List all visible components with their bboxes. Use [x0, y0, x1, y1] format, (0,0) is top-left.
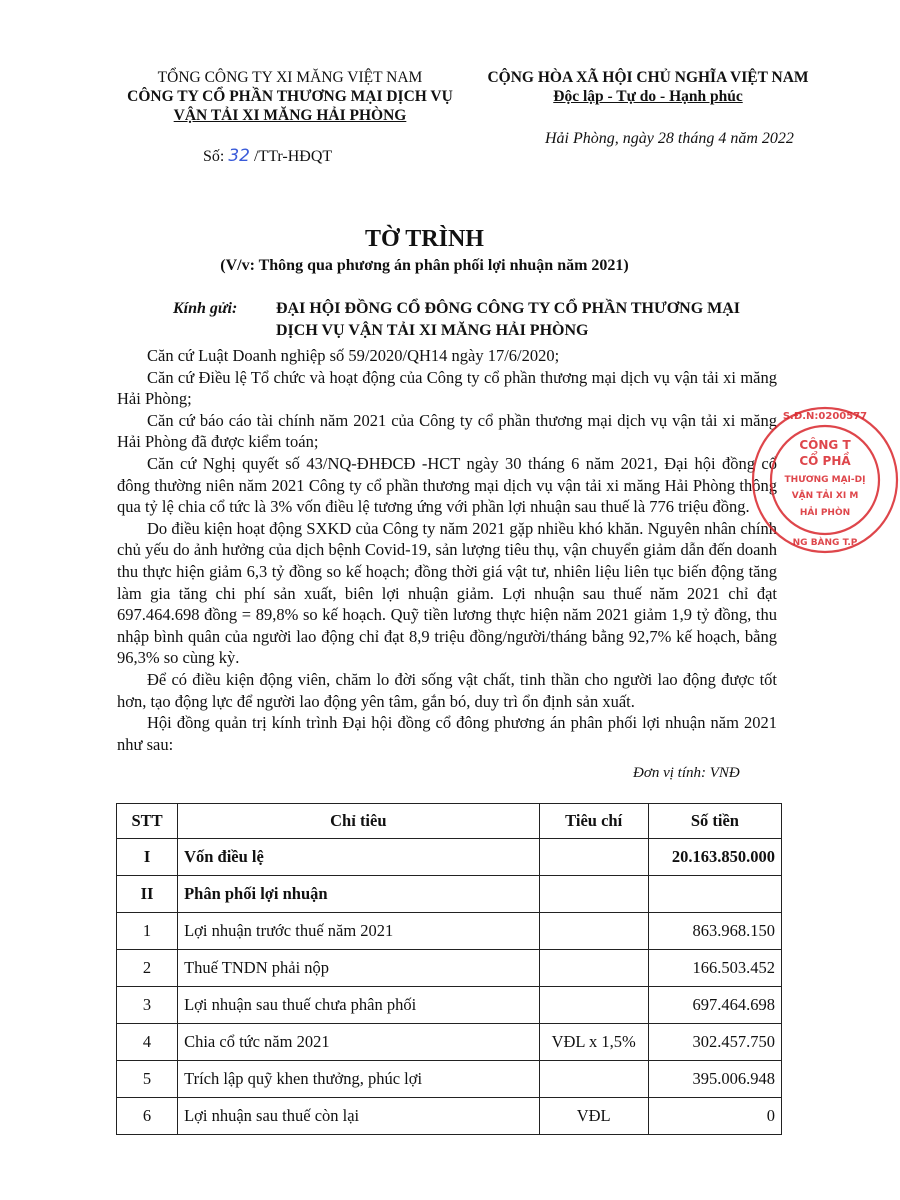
- cell-stt: 6: [117, 1098, 178, 1135]
- table-header-row: [117, 804, 782, 839]
- stamp-text: VẬN TẢI XI M: [791, 491, 859, 501]
- cell-so-tien: 20.163.850.000: [648, 839, 781, 876]
- document-number-prefix: Số:: [203, 148, 225, 165]
- cell-so-tien: 0: [648, 1098, 781, 1135]
- national-title: CỘNG HÒA XÃ HỘI CHỦ NGHĨA VIỆT NAM: [487, 69, 809, 86]
- document-subtitle: (V/v: Thông qua phương án phân phối lợi nhuận năm 2021): [220, 257, 629, 274]
- recipient-label: Kính gửi:: [173, 300, 238, 317]
- table-row: [117, 1061, 782, 1098]
- cell-stt: 5: [117, 1061, 178, 1098]
- cell-chi-tieu: Lợi nhuận trước thuế năm 2021: [178, 913, 540, 950]
- cell-tieu-chi: VĐL x 1,5%: [539, 1024, 648, 1061]
- header-tieu-chi: Tiêu chí: [539, 804, 648, 839]
- table-row: [117, 1098, 782, 1135]
- document-body: [117, 345, 777, 755]
- cell-stt: 4: [117, 1024, 178, 1061]
- body-paragraph: Do điều kiện hoạt động SXKD của Công ty năm 2021 gặp nhiều khó khăn. Nguyên nhân chính chủ yếu do ảnh hưởng của dịch bệnh Covid-19, sản lượng tiêu thụ, vận chuyển giảm dẫn đến doanh thu thực hiện giảm 6,3 tỷ đồng so kế hoạch; đồng thời giá vật tư, nhiên liệu liên tục biến động tăng làm gia tăng chi phí sản xuất, biên lợi nhuận giảm. Lợi nhuận sau thuế năm 2021 chỉ đạt 697.464.698 đồng = 89,8% so kế hoạch. Quỹ tiền lương thực hiện năm 2021 giảm 1,9 tỷ đồng, thu nhập bình quân của người lao động chỉ đạt 8,9 triệu đồng/người/tháng bằng 92,7% kế hoạch, bằng 96,3% so cùng kỳ.: [117, 518, 777, 668]
- cell-stt: II: [117, 876, 178, 913]
- cell-so-tien: 302.457.750: [648, 1024, 781, 1061]
- body-paragraph: Căn cứ báo cáo tài chính năm 2021 của Công ty cổ phần thương mại dịch vụ vận tải xi măng Hải Phòng đã được kiểm toán;: [117, 410, 777, 452]
- company-seal-stamp: [750, 405, 900, 555]
- header-chi-tieu: Chỉ tiêu: [178, 804, 540, 839]
- stamp-text: NG BÀNG T.P: [792, 538, 858, 548]
- table-row: [117, 839, 782, 876]
- cell-stt: 3: [117, 987, 178, 1024]
- profit-distribution-table: [116, 803, 782, 1135]
- cell-tieu-chi: [539, 839, 648, 876]
- header-stt: STT: [117, 804, 178, 839]
- cell-tieu-chi: [539, 987, 648, 1024]
- cell-chi-tieu: Phân phối lợi nhuận: [178, 876, 540, 913]
- cell-tieu-chi: [539, 913, 648, 950]
- body-paragraph: Để có điều kiện động viên, chăm lo đời sống vật chất, tinh thần cho người lao động được tốt hơn, tạo động lực để người lao động yên tâm, gắn bó, duy trì ổn định sản xuất.: [117, 669, 777, 711]
- company-name-line2: VẬN TẢI XI MĂNG HẢI PHÒNG: [173, 107, 407, 124]
- recipient-text: ĐẠI HỘI ĐỒNG CỔ ĐÔNG CÔNG TY CỔ PHẦN THƯƠNG MẠI DỊCH VỤ VẬN TẢI XI MĂNG HẢI PHÒNG: [276, 300, 741, 339]
- cell-stt: I: [117, 839, 178, 876]
- table-row: [117, 876, 782, 913]
- cell-chi-tieu: Vốn điều lệ: [178, 839, 540, 876]
- currency-unit: Đơn vị tính: VNĐ: [633, 765, 740, 781]
- body-paragraph: Căn cứ Nghị quyết số 43/NQ-ĐHĐCĐ -HCT ngày 30 tháng 6 năm 2021, Đại hội đồng cổ đông thường niên năm 2021 Công ty cổ phần thương mại dịch vụ vận tải xi măng Hải Phòng thông qua tỷ lệ chia cổ tức là 3% vốn điều lệ tương ứng với phần lợi nhuận sau thuế là 776 triệu đồng.: [117, 453, 777, 517]
- cell-so-tien: 395.006.948: [648, 1061, 781, 1098]
- cell-chi-tieu: Chia cổ tức năm 2021: [178, 1024, 540, 1061]
- cell-chi-tieu: Lợi nhuận sau thuế chưa phân phối: [178, 987, 540, 1024]
- cell-tieu-chi: [539, 1061, 648, 1098]
- table-row: [117, 1024, 782, 1061]
- cell-tieu-chi: [539, 876, 648, 913]
- cell-tieu-chi: [539, 950, 648, 987]
- cell-so-tien: [648, 876, 781, 913]
- cell-stt: 1: [117, 913, 178, 950]
- body-paragraph: Căn cứ Luật Doanh nghiệp số 59/2020/QH14 ngày 17/6/2020;: [147, 346, 560, 365]
- cell-chi-tieu: Thuế TNDN phải nộp: [178, 950, 540, 987]
- cell-chi-tieu: Trích lập quỹ khen thưởng, phúc lợi: [178, 1061, 540, 1098]
- document-number: [203, 146, 332, 166]
- body-paragraph: Căn cứ Điều lệ Tổ chức và hoạt động của Công ty cổ phần thương mại dịch vụ vận tải xi măng Hải Phòng;: [117, 367, 777, 409]
- cell-stt: 2: [117, 950, 178, 987]
- table-row: [117, 987, 782, 1024]
- cell-so-tien: 697.464.698: [648, 987, 781, 1024]
- table-row: [117, 913, 782, 950]
- stamp-text: HẢI PHÒN: [799, 508, 851, 518]
- document-title: TỜ TRÌNH: [365, 226, 484, 252]
- issuer-header: [95, 68, 485, 125]
- cell-so-tien: 863.968.150: [648, 913, 781, 950]
- body-paragraph: Hội đồng quản trị kính trình Đại hội đồng cổ đông phương án phân phối lợi nhuận năm 2021 như sau:: [117, 713, 777, 754]
- table-row: [117, 950, 782, 987]
- national-motto: Độc lập - Tự do - Hạnh phúc: [553, 88, 743, 105]
- cell-tieu-chi: VĐL: [539, 1098, 648, 1135]
- cell-so-tien: 166.503.452: [648, 950, 781, 987]
- stamp-text: CỔ PHẦ: [799, 454, 851, 468]
- parent-company: TỔNG CÔNG TY XI MĂNG VIỆT NAM: [157, 69, 423, 86]
- header-so-tien: Số tiền: [648, 804, 781, 839]
- document-number-value: 32: [228, 146, 250, 166]
- document-number-suffix: /TTr-HĐQT: [253, 148, 333, 165]
- document-date: Hải Phòng, ngày 28 tháng 4 năm 2022: [545, 130, 794, 147]
- national-header: [478, 68, 818, 106]
- stamp-text: CÔNG T: [799, 438, 851, 452]
- stamp-text: S.Đ.N:0200577: [782, 411, 868, 422]
- company-name-line1: CÔNG TY CỔ PHẦN THƯƠNG MẠI DỊCH VỤ: [127, 88, 453, 105]
- cell-chi-tieu: Lợi nhuận sau thuế còn lại: [178, 1098, 540, 1135]
- stamp-text: THƯƠNG MẠI-DỊ: [784, 475, 866, 485]
